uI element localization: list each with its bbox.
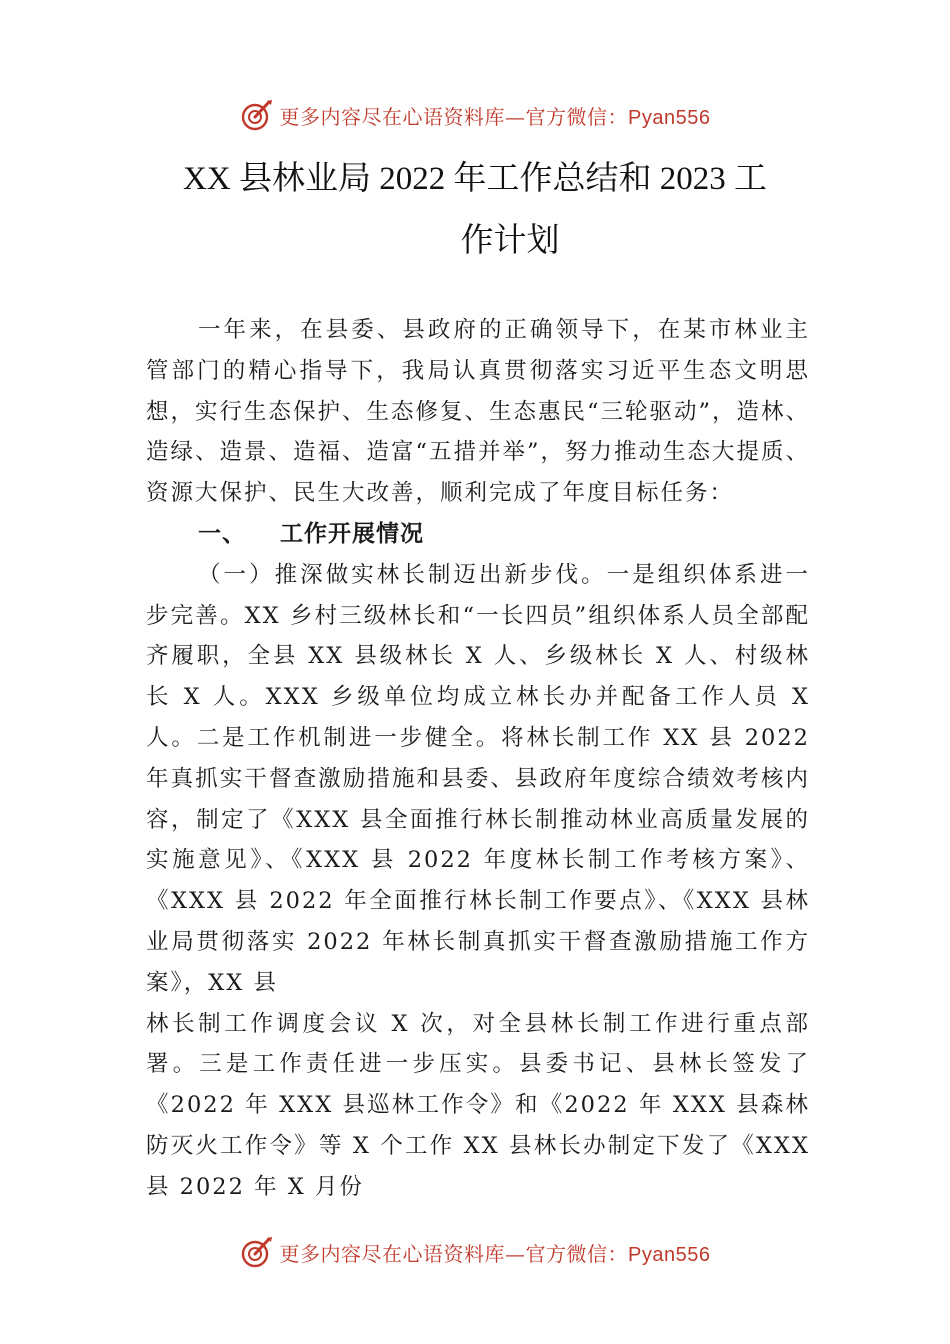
section-heading bbox=[146, 514, 810, 555]
section-number: 一、 bbox=[198, 520, 246, 547]
banner-label: 更多内容尽在心语资料库—官方微信： bbox=[279, 1241, 629, 1266]
banner-label: 更多内容尽在心语资料库—官方微信： bbox=[279, 104, 629, 129]
header-banner bbox=[0, 95, 950, 135]
banner-wechat-id: Pyan556 bbox=[628, 106, 711, 129]
paragraph-2: 林长制工作调度会议 X 次，对全县林长制工作进行重点部署。三是工作责任进一步压实。县委书记、县林长签发了《2022 年 XXX 县巡林工作令》和《2022 年 XXX 县森林防灭火工作令》等 X 个工作 XX 县林长办制定下发了《XXX 县 2022 年 X 月份 bbox=[146, 1010, 810, 1200]
section-title: 工作开展情况 bbox=[280, 520, 424, 547]
banner-wechat-id: Pyan556 bbox=[628, 1243, 711, 1266]
brush-logo-icon bbox=[240, 1235, 274, 1269]
document-body bbox=[146, 310, 810, 1208]
document-title bbox=[0, 148, 950, 272]
title-line-1: XX 县林业局 2022 年工作总结和 2023 工 bbox=[183, 161, 767, 197]
banner-text bbox=[280, 1238, 711, 1267]
title-line-2: 作计划 bbox=[460, 223, 560, 259]
brush-logo-icon bbox=[240, 98, 274, 132]
intro-paragraph: 一年来，在县委、县政府的正确领导下，在某市林业主管部门的精心指导下，我局认真贯彻落实习近平生态文明思想，实行生态保护、生态修复、生态惠民“三轮驱动”，造林、造绿、造景、造福、造富“五措并举”，努力推动生态大提质、资源大保护、民生大改善，顺利完成了年度目标任务： bbox=[146, 317, 811, 507]
footer-banner bbox=[0, 1232, 950, 1272]
banner-text bbox=[280, 101, 711, 130]
paragraph-1: （一）推深做实林长制迈出新步伐。一是组织体系进一步完善。XX 乡村三级林长和“一长四员”组织体系人员全部配齐履职，全县 XX 县级林长 X 人、乡级林长 X 人、村级林长 X 人。XXX 乡级单位均成立林长办并配备工作人员 X 人。二是工作机制进一步健全。将林长制工作 XX 县 2022 年真抓实干督查激励措施和县委、县政府年度综合绩效考核内容，制定了《XXX 县全面推行林长制推动林业高质量发展的实施意见》、《XXX 县 2022 年度林长制工作考核方案》、《XXX 县 2022 年全面推行林长制工作要点》、《XXX 县林业局贯彻落实 2022 年林长制真抓实干督查激励措施工作方案》，XX 县 bbox=[146, 561, 810, 996]
